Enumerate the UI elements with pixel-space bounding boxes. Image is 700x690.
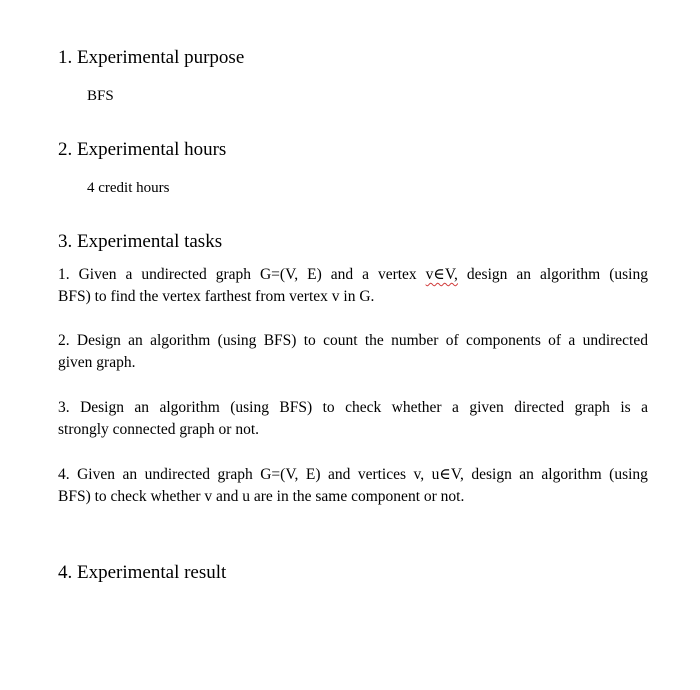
section-2-content: 4 credit hours [87,180,170,196]
task-2 [58,330,648,374]
section-2-heading: 2. Experimental hours [58,139,227,160]
task-1-line-2: BFS) to find the vertex farthest from vertex v in G. [58,288,375,305]
task-2-line-1: 2. Design an algorithm (using BFS) to count the number of components of a undirected [58,332,648,349]
section-1-heading: 1. Experimental purpose [58,47,245,68]
task-4-line-2: BFS) to check whether v and u are in the same component or not. [58,488,465,505]
task-2-line-2: given graph. [58,354,136,371]
task-1-line-1: 1. Given a undirected graph G=(V, E) and a vertex v∈V, design an algorithm (using [58,264,648,286]
task-3-line-2: strongly connected graph or not. [58,421,260,438]
section-3-heading: 3. Experimental tasks [58,231,223,252]
section-4-heading: 4. Experimental result [58,562,227,583]
task-1 [58,264,648,308]
task-4-line-1: 4. Given an undirected graph G=(V, E) and vertices v, u∈V, design an algorithm (using [58,466,648,483]
section-1-content: BFS [87,88,114,104]
task-4 [58,464,648,508]
task-3 [58,397,648,441]
task-3-line-1: 3. Design an algorithm (using BFS) to check whether a given directed graph is a [58,399,648,416]
spellcheck-underline: v∈V, [425,266,458,283]
